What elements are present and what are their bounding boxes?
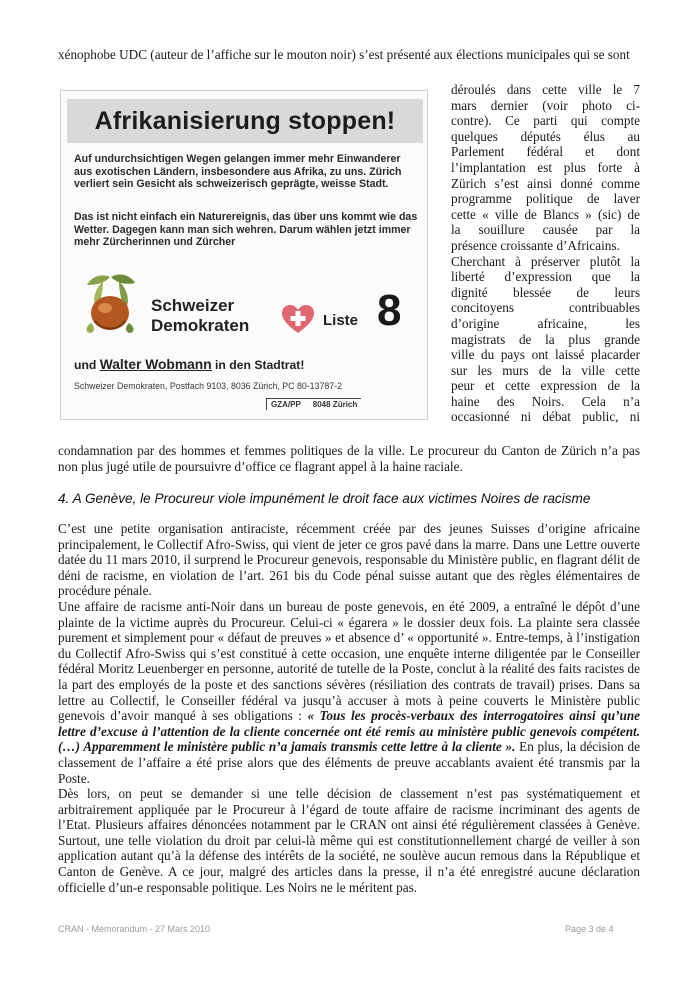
- side-line: Zürich s’est ainsi donné comme: [451, 175, 640, 191]
- footer-left: CRAN - Mémorandum - 27 Mars 2010: [58, 924, 211, 934]
- section-body: [58, 521, 640, 895]
- postal-stamp: [266, 398, 361, 410]
- election-poster: [60, 90, 428, 420]
- poster-title: Afrikanisierung stoppen!: [94, 107, 396, 135]
- side-line: la souillure causée par la: [451, 222, 640, 238]
- candidate-prefix: und: [74, 358, 100, 372]
- body-paragraph-1: C’est une petite organisation antiraciste, récemment créée par des jeunes Suisses d’origine africaine principalement, le Collectif Afro-Swiss, qui vient de jeter ce gros pavé dans la marre. Dans une Lettre ouverte datée du 11 mars 2010, il surprend le Procureur genevois, responsable du Ministère public, en flagrant délit de déni de racisme, en violation de l’art. 261 bis du Code pénal suisse autant que des règles élémentaires de procédure pénale.: [58, 521, 640, 599]
- leuenberger-quote: « Tous les procès-verbaux des interrogatoires ainsi qu’une lettre d’excuse à l’attention de la cliente concernée ont été remis au ministère public genevois compétent. (…) Apparemment le ministère public n’a jamais transmis cette lettre à la cliente ».: [58, 708, 641, 755]
- side-line: concitoyens contribuables: [451, 300, 640, 316]
- side-line: programme politique de laver: [451, 191, 640, 207]
- poster-paragraph-1: Auf undurchsichtigen Wegen gelangen immer mehr Einwanderer aus exotischen Ländern, insbesondere aus Afrika, zu uns. Zürich verliert sein Gesicht als schweizerisch geprägte, weisse Stadt.: [74, 153, 402, 191]
- side-line: magistrats de la plus grande: [451, 331, 640, 347]
- side-line: occasionné ni débat public, ni: [451, 409, 640, 425]
- side-line: Cherchant à préserver plutôt la: [451, 253, 640, 269]
- page-number: Page 3 de 4: [565, 924, 614, 934]
- side-line: sur les murs de la ville cette: [451, 362, 640, 378]
- list-label: Liste: [323, 312, 359, 329]
- side-line: présence croissante d’Africains.: [451, 237, 620, 253]
- postal-code: GZA/PP: [271, 400, 301, 409]
- poster-banner: [67, 99, 423, 143]
- side-line: dignité blessée de leurs: [451, 284, 640, 300]
- party-name: [151, 296, 249, 336]
- body-paragraph-3: Dès lors, on peut se demander si une telle décision de classement n’est pas systématiquement et arbitrairement appliquée par le Procureur à l’égard de toute affaire de racisme incriminant des agents de l’Etat. Plusieurs affaires dénoncées notamment par le CRAN ont ainsi été régulièrement classées à Genève. Surtout, une telle violation du droit par celui-là même qui est constitutionnellement chargé de veiller à son application autant qu’à la défense des intérêts de la société, ne soulève aucun remous dans la République et Canton de Genève. A ce jour, malgré des articles dans la presse, il n’a été enregistré aucune déclaration officielle d’un-e responsable politique. Les Noirs ne le méritent pas.: [58, 786, 640, 895]
- body-paragraph-2-text: Une affaire de racisme anti-Noir dans un bureau de poste genevois, en été 2009, a entraîné le dépôt d’une plainte de la victime auprès du Procureur. Celui-ci « égarera » le dossier deux fois. La plainte sera classée purement et simplement pour « défaut de preuves » et absence d’ « opportunité ». Entre-temps, à l’instigation du Collectif Afro-Swiss qui s’est constitué à cette occasion, une enquête interne diligentée par le Conseiller fédéral Moritz Leuenberger en personne, autorité de tutelle de la Poste, conclut à la réalité des faits racistes de la part des employés de la poste et des sanctions sévères (résiliation des contrats de travail) prises. Dans sa lettre au Collectif, le Conseiller fédéral va jusqu’à accuser à mots à peine couverts le Ministère public genevois d’avoir manqué à ses obligations :: [58, 598, 640, 724]
- side-line: contre). Ce parti qui compte: [451, 113, 640, 129]
- postal-city: 8048 Zürich: [312, 400, 358, 409]
- list-number: 8: [377, 286, 402, 335]
- party-name-line-1: Schweizer: [151, 296, 235, 315]
- side-line: d’origine africaine, les: [451, 315, 640, 331]
- candidate-name: Walter Wobmann: [99, 357, 212, 372]
- side-line: l’implantation est plus forte à: [451, 159, 640, 175]
- side-line: mars dernier (voir photo ci-: [451, 97, 640, 113]
- side-line: Parlement fédéral et dont: [451, 144, 640, 160]
- body-paragraph-2: [58, 599, 640, 786]
- side-column: [451, 82, 640, 425]
- side-line: peur et cette expression de la: [451, 378, 640, 394]
- poster-address: Schweizer Demokraten, Postfach 9103, 8036 Zürich, PC 80-13787-2: [74, 381, 342, 391]
- poster-paragraph-2: Das ist nicht einfach ein Naturereignis, das über uns kommt wie das Wetter. Dagegen kann man sich wehren. Darum wählen jetzt immer mehr Zürcherinnen und Zürcher: [74, 211, 418, 249]
- intro-paragraph: xénophobe UDC (auteur de l’affiche sur le mouton noir) s’est présenté aux élections municipales qui se sont: [58, 47, 630, 62]
- side-line: cette « ville de Blancs » (sic) de: [451, 206, 640, 222]
- candidate-line: [74, 357, 304, 372]
- heart-cross-icon: [281, 304, 315, 334]
- side-line: ville du pays ont laissé placarder: [451, 347, 640, 363]
- side-line: quelques députés élus au: [451, 128, 640, 144]
- side-line: liberté d’expression que la: [451, 269, 640, 285]
- fruit-and-leaves-icon: [81, 271, 139, 335]
- side-line: déroulés dans cette ville le 7: [451, 82, 640, 97]
- section-heading: 4. A Genève, le Procureur viole impunément le droit face aux victimes Noires de racisme: [58, 491, 591, 506]
- side-line: haine des Noirs. Cela n’a: [451, 393, 640, 409]
- continuation-paragraph: condamnation par des hommes et femmes politiques de la ville. Le procureur du Canton de Zürich n’a pas non plus jugé utile de poursuivre d’office ce flagrant appel à la haine raciale.: [58, 443, 640, 474]
- candidate-suffix: in den Stadtrat!: [211, 358, 305, 372]
- body-paragraph-2-end: En plus, la décision de classement de l’affaire a été prise alors que des éléments de preuve accablants avaient été transmis par la Poste.: [58, 739, 640, 786]
- party-name-line-2: Demokraten: [151, 316, 250, 335]
